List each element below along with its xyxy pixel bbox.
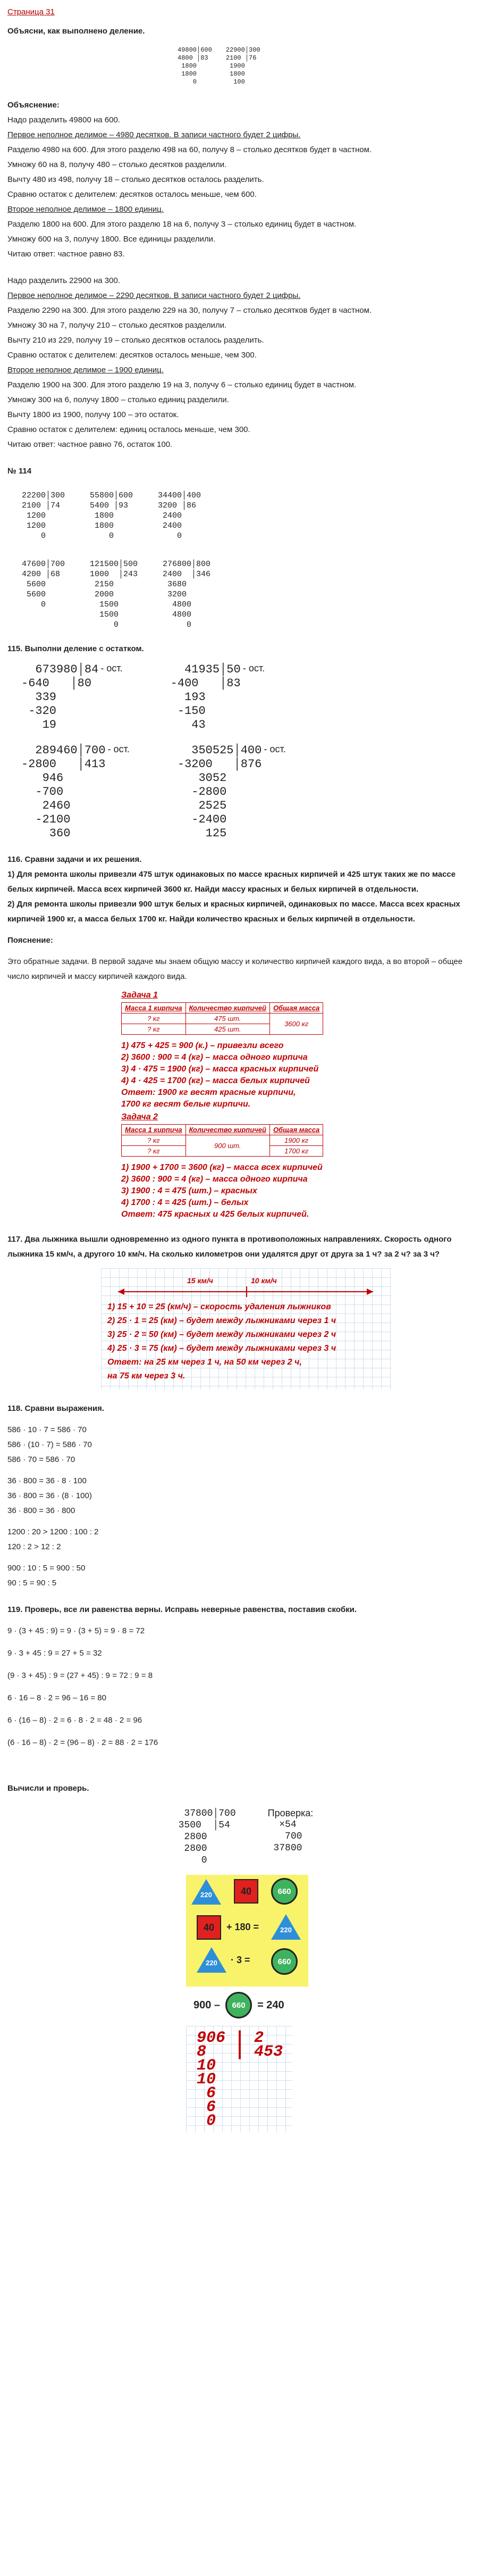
expression: 1200 : 20 > 1200 : 100 : 2 [7, 1527, 99, 1536]
division-673980-block [21, 663, 123, 732]
expression: 586 · 10 · 7 = 586 · 70 [7, 1425, 87, 1434]
table-cell: ? кг [122, 1135, 186, 1146]
solution-line: 2) 3600 : 900 = 4 (кг) – масса одного кирпича [121, 1053, 308, 1062]
task-118-lines [7, 1423, 482, 1591]
check-label: Проверка: [267, 1808, 314, 1818]
expl1-line: Надо разделить 49800 на 600. [7, 115, 120, 124]
equality: 6 · 16 – 8 · 2 = 96 – 16 = 80 [7, 1693, 106, 1702]
speed-right-label: 10 км/ч [251, 1276, 277, 1285]
expression: 900 : 10 : 5 = 900 : 50 [7, 1564, 86, 1573]
table-header: Количество кирпичей [186, 1003, 269, 1013]
expl1-line: Разделю 4980 на 600. Для этого разделю 498 на 60, получу 8 – столько десятков будет в частном. [7, 145, 372, 154]
solution-line: Ответ: 475 красных и 425 белых кирпичей. [121, 1210, 309, 1219]
division-49800: 49800│600 4800 │83 1800 1800 0 [178, 46, 212, 86]
expl2-line: Умножу 300 на 6, получу 1800 – столько единиц разделили. [7, 395, 229, 404]
task-116-solution [121, 991, 344, 1220]
table-cell: 3600 кг [269, 1013, 323, 1035]
table-cell: 1700 кг [269, 1146, 323, 1157]
table-header: Масса 1 кирпича [122, 1125, 186, 1135]
problem-1-title: Задача 1 [121, 991, 158, 1000]
expl2-line: Разделю 1900 на 300. Для этого разделю 19 на 3, получу 6 – столько единиц будет в частном. [7, 380, 357, 389]
right-arrow [367, 1289, 373, 1295]
explanation-title: Объяснение: [7, 101, 60, 110]
equality: (9 · 3 + 45) : 9 = (27 + 45) : 9 = 72 : 9 = 8 [7, 1671, 153, 1680]
division-289460: 289460│700 -2800 │413 946 -700 2460 -2100 360 [21, 744, 106, 840]
expl1-line: Вычту 480 из 498, получу 18 – столько десятков осталось разделить. [7, 175, 264, 184]
expl1-line: Разделю 1800 на 600. Для этого разделю 18 на 6, получу 3 – столько единиц будет в частном. [7, 220, 357, 229]
expl1-line: Умножу 60 на 8, получу 480 – столько десятков разделили. [7, 160, 227, 169]
check-work [167, 1808, 482, 1866]
triangle-value: 220 [206, 1959, 217, 1967]
expl2-line: Сравню остаток с делителем: единиц осталось меньше, чем 300. [7, 425, 250, 434]
table-header: Общая масса [269, 1003, 323, 1013]
division-673980: 673980│84 -640 │80 339 -320 19 [21, 663, 99, 732]
equality: 9 · 3 + 45 : 9 = 27 + 5 = 32 [7, 1649, 102, 1658]
solution-line: 1) 475 + 425 = 900 (к.) – привезли всего [121, 1041, 284, 1050]
ski-diagram-svg [107, 1274, 384, 1300]
division-350525: 350525│400 -3200 │876 3052 -2800 2525 -2400 125 [177, 744, 262, 840]
expl2-line: Сравню остаток с делителем: десятков осталось меньше, чем 300. [7, 351, 257, 360]
solution-line: Ответ: 1900 кг весят красные кирпичи, [121, 1088, 296, 1097]
remainder-label: - ост. [264, 744, 286, 754]
remainder-label: - ост. [100, 663, 123, 674]
division-37800: 37800│700 3500 │54 2800 2800 0 [178, 1808, 236, 1866]
division-34400: 34400│400 3200 │86 2400 2400 0 [158, 491, 201, 541]
grid-division-digits: 906 | 2 8 | 453 10 10 6 6 0 [197, 2029, 283, 2130]
table-cell: ? кг [122, 1013, 186, 1024]
solution-line: 1) 1900 + 1700 = 3600 (кг) – масса всех кирпичей [121, 1163, 323, 1172]
solution-line: 4) 25 · 3 = 75 (км) – будет между лыжниками через 3 ч [107, 1344, 336, 1353]
solution-line: 3) 1900 : 4 = 475 (шт.) – красных [121, 1186, 257, 1195]
solution-line: 4) 4 · 425 = 1700 (кг) – масса белых кирпичей [121, 1076, 310, 1085]
task-115-title: 115. Выполни деление с остатком. [7, 644, 144, 653]
division-41935: 41935│50 -400 │83 193 -150 43 [170, 663, 241, 732]
triangle-220 [191, 1879, 221, 1905]
table-cell: ? кг [122, 1146, 186, 1157]
expl2-line: Вычту 1800 из 1900, получу 100 – это остаток. [7, 410, 179, 419]
subtraction-check [193, 1992, 482, 2018]
triangle-220 [271, 1914, 301, 1940]
task-117-solution [101, 1268, 391, 1390]
task-title: Объясни, как выполнено деление. [7, 27, 145, 36]
multiplication-check: ×54 700 37800 [273, 1819, 302, 1854]
problem-2-title: Задача 2 [121, 1112, 158, 1121]
solution-line: 4) 1700 : 4 = 425 (шт.) – белых [121, 1198, 249, 1207]
task-115-row-1 [21, 663, 482, 732]
problem-2-solution [121, 1162, 344, 1220]
remainder-label: - ост. [107, 744, 130, 754]
table-cell: 1900 кг [269, 1135, 323, 1146]
ski-solution-lines [107, 1300, 385, 1383]
equality: 6 · (16 – 8) · 2 = 6 · 8 · 2 = 48 · 2 = 96 [7, 1716, 142, 1725]
problem-2-table [121, 1124, 323, 1157]
square-40: 40 [197, 1915, 221, 1940]
task-116-expl: Это обратные задачи. В первой задаче мы знаем общую массу и количество кирпичей каждого вида, а во второй – общее число кирпичей и массу кирпичей каждого вида. [7, 957, 463, 981]
task-114-row-1 [17, 491, 482, 541]
solution-line: 3) 4 · 475 = 1900 (кг) – масса красных кирпичей [121, 1065, 319, 1074]
task-114-title: № 114 [7, 467, 32, 476]
expression: 90 : 5 = 90 : 5 [7, 1578, 57, 1588]
expl1-line: Первое неполное делимое – 4980 десятков. В записи частного будет 2 цифры. [7, 130, 301, 139]
remainder-label: - ост. [242, 663, 265, 674]
expl2-line: Умножу 30 на 7, получу 210 – столько десятков разделили. [7, 321, 227, 330]
division-55800: 55800│600 5400 │93 1800 1800 0 [90, 491, 133, 541]
table-cell: 475 шт. [186, 1013, 269, 1024]
explanation-2 [7, 273, 482, 452]
speed-left-label: 15 км/ч [187, 1276, 213, 1285]
circle-660: 660 [225, 1992, 252, 2018]
solution-line: 2) 25 · 1 = 25 (км) – будет между лыжниками через 1 ч [107, 1316, 336, 1325]
expression: 36 · 800 = 36 · 8 · 100 [7, 1476, 87, 1485]
subtraction-left: 900 – [193, 1999, 221, 2011]
task-116-problem-2: 2) Для ремонта школы привезли 900 штук белых и красных кирпичей, одинаковых по массе. Масса всех красных кирпичей 1900 кг, а масса белых 1700 кг. Найди количество красных и белых кирпичей в отдельности. [7, 900, 460, 924]
expl2-line: Вычту 210 из 229, получу 19 – столько десятков осталось разделить. [7, 336, 264, 345]
grid-division [186, 2026, 292, 2132]
square-40: 40 [234, 1879, 258, 1904]
task-116-problem-1: 1) Для ремонта школы привезли 475 штук одинаковых по массе красных кирпичей и 425 штук таких же по массе белых кирпичей. Масса всех кирпичей 3600 кг. Найди массу красных и белых кирпичей в отдельности. [7, 870, 456, 894]
solution-line: 1) 15 + 10 = 25 (км/ч) – скорость удаления лыжников [107, 1302, 331, 1311]
expression: 120 : 2 > 12 : 2 [7, 1542, 61, 1551]
solution-line: на 75 км через 3 ч. [107, 1372, 186, 1381]
division-22900: 22900│300 2100 │76 1900 1800 100 [225, 46, 260, 86]
triangle-value: 220 [280, 1926, 292, 1934]
expression: 36 · 800 = 36 · 800 [7, 1506, 75, 1515]
table-cell: 425 шт. [186, 1024, 269, 1035]
table-header: Количество кирпичей [186, 1125, 269, 1135]
check-block [268, 1808, 314, 1866]
task-119-title: 119. Проверь, все ли равенства верны. Исправь неверные равенства, поставив скобки. [7, 1605, 357, 1614]
solution-line: 1700 кг весят белые кирпичи. [121, 1100, 251, 1109]
division-121500: 121500│500 1000 │243 2150 2000 1500 1500 0 [90, 560, 138, 629]
expression: 36 · 800 = 36 · (8 · 100) [7, 1491, 92, 1500]
problem-1-table [121, 1002, 323, 1035]
problem-1-solution [121, 1040, 344, 1110]
division-47600: 47600│700 4200 │68 5600 5600 0 [22, 560, 65, 609]
triangle-220 [197, 1947, 226, 1973]
task-115-row-2 [21, 744, 482, 841]
plus-expression: + 180 = [226, 1922, 259, 1932]
task-119-lines [7, 1624, 482, 1750]
puzzle-panel [186, 1875, 308, 1987]
division-289460-block [21, 744, 130, 841]
division-350525-block [178, 744, 286, 841]
expl1-line: Умножу 600 на 3, получу 1800. Все единицы разделили. [7, 235, 216, 244]
solution-line: Ответ: на 25 км через 1 ч, на 50 км через 2 ч, [107, 1358, 302, 1367]
division-41935-block [171, 663, 265, 732]
triangle-value: 220 [200, 1891, 212, 1899]
solution-line: 3) 25 · 2 = 50 (км) – будет между лыжниками через 2 ч [107, 1330, 336, 1339]
expl2-line: Второе неполное делимое – 1900 единиц. [7, 365, 164, 375]
left-arrow [118, 1289, 124, 1295]
division-22200: 22200│300 2100 │74 1200 1200 0 [22, 491, 65, 541]
table-cell: 900 шт. [186, 1135, 269, 1157]
ski-diagram [107, 1274, 385, 1300]
explanation-1 [7, 113, 482, 262]
page-link[interactable]: Страница 31 [7, 7, 55, 16]
division-276800: 276800│800 2400 │346 3680 3200 4800 4800 0 [163, 560, 211, 629]
expression: 586 · 70 = 586 · 70 [7, 1455, 75, 1464]
equality: (6 · 16 – 8) · 2 = (96 – 8) · 2 = 88 · 2 = 176 [7, 1738, 158, 1747]
expl2-line: Первое неполное делимое – 2290 десятков. В записи частного будет 2 цифры. [7, 291, 301, 300]
task-117-title: 117. Два лыжника вышли одновременно из одного пункта в противоположных направлениях. Скорость одного лыжника 15 км/ч, а другого 10 км/ч. На сколько километров они удалятся друг от друга за 1 ч? за 2 ч? за 3 ч? [7, 1235, 452, 1259]
check-title: Вычисли и проверь. [7, 1784, 89, 1793]
solution-line: 2) 3600 : 900 = 4 (кг) – масса одного кирпича [121, 1175, 308, 1184]
table-header: Масса 1 кирпича [122, 1003, 186, 1013]
task-116-expl-title: Пояснение: [7, 936, 53, 945]
expl2-line: Надо разделить 22900 на 300. [7, 276, 120, 285]
task-118-title: 118. Сравни выражения. [7, 1404, 105, 1413]
subtraction-right: = 240 [257, 1999, 284, 2011]
expl2-line: Разделю 2290 на 300. Для этого разделю 229 на 30, получу 7 – столько десятков будет в частном. [7, 306, 372, 315]
equality: 9 · (3 + 45 : 9) = 9 · (3 + 5) = 9 · 8 = 72 [7, 1626, 145, 1635]
task-114-row-2 [17, 559, 482, 630]
circle-660: 660 [271, 1948, 298, 1975]
expl1-line: Второе неполное делимое – 1800 единиц. [7, 205, 164, 214]
expression: 586 · (10 · 7) = 586 · 70 [7, 1440, 92, 1449]
table-header: Общая масса [269, 1125, 323, 1135]
expl1-line: Сравню остаток с делителем: десятков осталось меньше, чем 600. [7, 190, 257, 199]
table-cell: ? кг [122, 1024, 186, 1035]
expl1-line: Читаю ответ: частное равно 83. [7, 250, 125, 259]
times-expression: · 3 = [231, 1955, 250, 1965]
circle-660: 660 [271, 1878, 298, 1905]
task-116-title: 116. Сравни задачи и их решения. [7, 855, 142, 864]
expl2-line: Читаю ответ: частное равно 76, остаток 100. [7, 440, 173, 449]
intro-divisions [178, 46, 482, 86]
